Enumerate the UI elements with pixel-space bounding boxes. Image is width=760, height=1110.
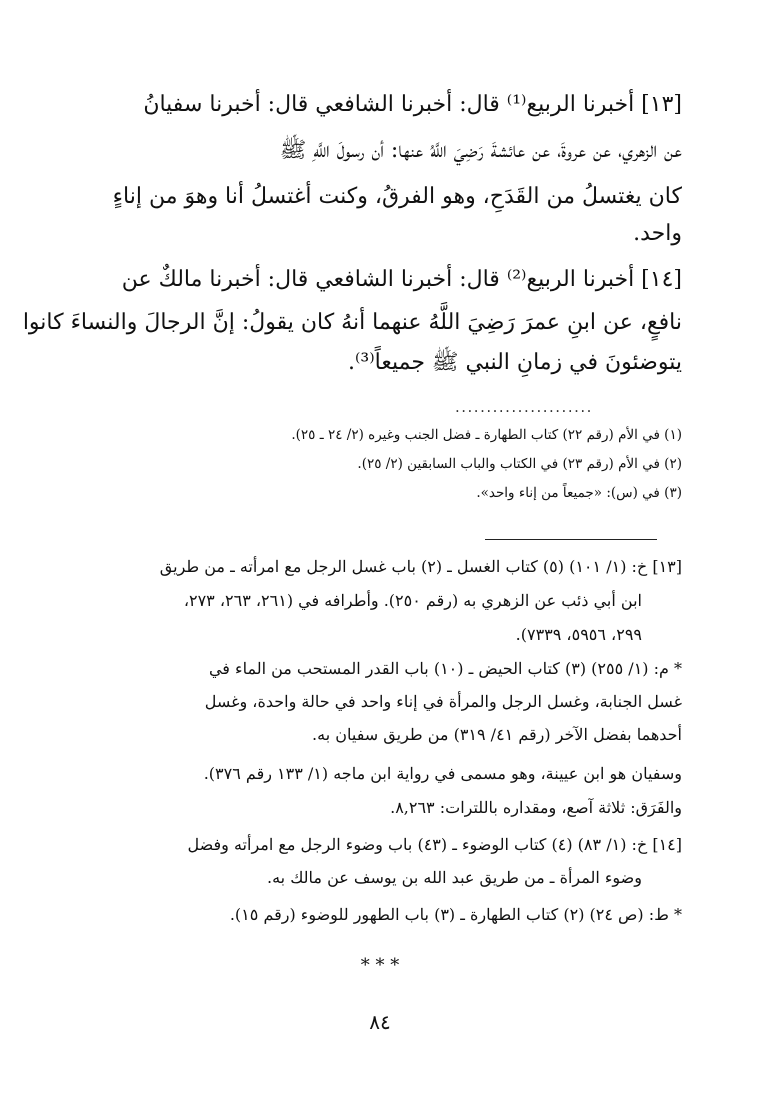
text-line: [١٣] أخبرنا الربيع⁽¹⁾ قال: أخبرنا الشافعي قال: أخبرنا سفيانُ [143,92,682,117]
footnote: (١) في الأم (رقم ٢٢) كتاب الطهارة ـ فضل الجنب وغيره (٢/ ٢٤ ـ ٢٥). [291,427,682,443]
takhrij-line: [١٤] خ: (١/ ٨٣) (٤) كتاب الوضوء ـ (٤٣) باب وضوء الرجل مع امرأته وفضل [187,835,682,854]
takhrij-line: [١٣] خ: (١/ ١٠١) (٥) كتاب الغسل ـ (٢) باب غسل الرجل مع امرأته ـ من طريق [159,557,682,576]
takhrij-line: ابن أبي ذئب عن الزهري به (رقم ٢٥٠). وأطرافه في (٢٦١، ٢٦٣، ٢٧٣، [183,591,642,610]
text-line: يتوضئونَ في زمانِ النبي ﷺ جميعاً⁽³⁾. [348,350,682,375]
footnote: (٣) في (س): «جميعاً من إناء واحد». [476,485,682,501]
text-line: نافعٍ، عن ابنِ عمرَ رَضِيَ اللَّهُ عنهما أنهُ كان يقولُ: إنَّ الرجالَ والنساءَ كانوا [22,310,682,335]
takhrij-line: * م: (١/ ٢٥٥) (٣) كتاب الحيض ـ (١٠) باب القدر المستحب من الماء في [208,659,682,678]
text-line: كان يغتسلُ من القَدَحِ، وهو الفرقُ، وكنت أغتسلُ أنا وهوَ من إناءٍ [112,184,682,209]
page-number: ٨٤ [369,1010,391,1034]
takhrij-line: ٢٩٩، ٥٩٥٦، ٧٣٣٩). [515,625,642,644]
text-line: واحد. [633,221,682,246]
footnote-separator-dots: ...................... [455,398,593,416]
takhrij-divider [485,539,657,540]
takhrij-line: أحدهما بفضل الآخر (رقم ٤١/ ٣١٩) من طريق سفيان به. [312,725,682,744]
takhrij-line: وضوء المرأة ـ من طريق عبد الله بن يوسف عن مالك به. [266,868,642,887]
text-line: [١٤] أخبرنا الربيع⁽²⁾ قال: أخبرنا الشافعي قال: أخبرنا مالكٌ عن [121,267,682,292]
takhrij-line: وسفيان هو ابن عيينة، وهو مسمى في رواية ابن ماجه (١/ ١٣٣ رقم ٣٧٦). [203,764,682,783]
takhrij-line: غسل الجنابة، وغسل الرجل والمرأة في إناء واحد في حالة واحدة، وغسل [204,692,682,711]
takhrij-line: والفَرَق: ثلاثة آصع، ومقداره باللترات: ٨,٢٦٣. [390,798,682,817]
takhrij-line: * ط: (ص ٢٤) (٢) كتاب الطهارة ـ (٣) باب الطهور للوضوء (رقم ١٥). [229,905,682,924]
text-line: عن الزهري، عن عروةَ، عن عائشةَ رَضِيَ اللَّهُ عنها: أن رسولَ اللَّهِ ﷺ [279,138,682,163]
footnote: (٢) في الأم (رقم ٢٣) في الكتاب والباب السابقين (٢/ ٢٥). [357,456,682,472]
section-separator: * * * [360,955,400,976]
